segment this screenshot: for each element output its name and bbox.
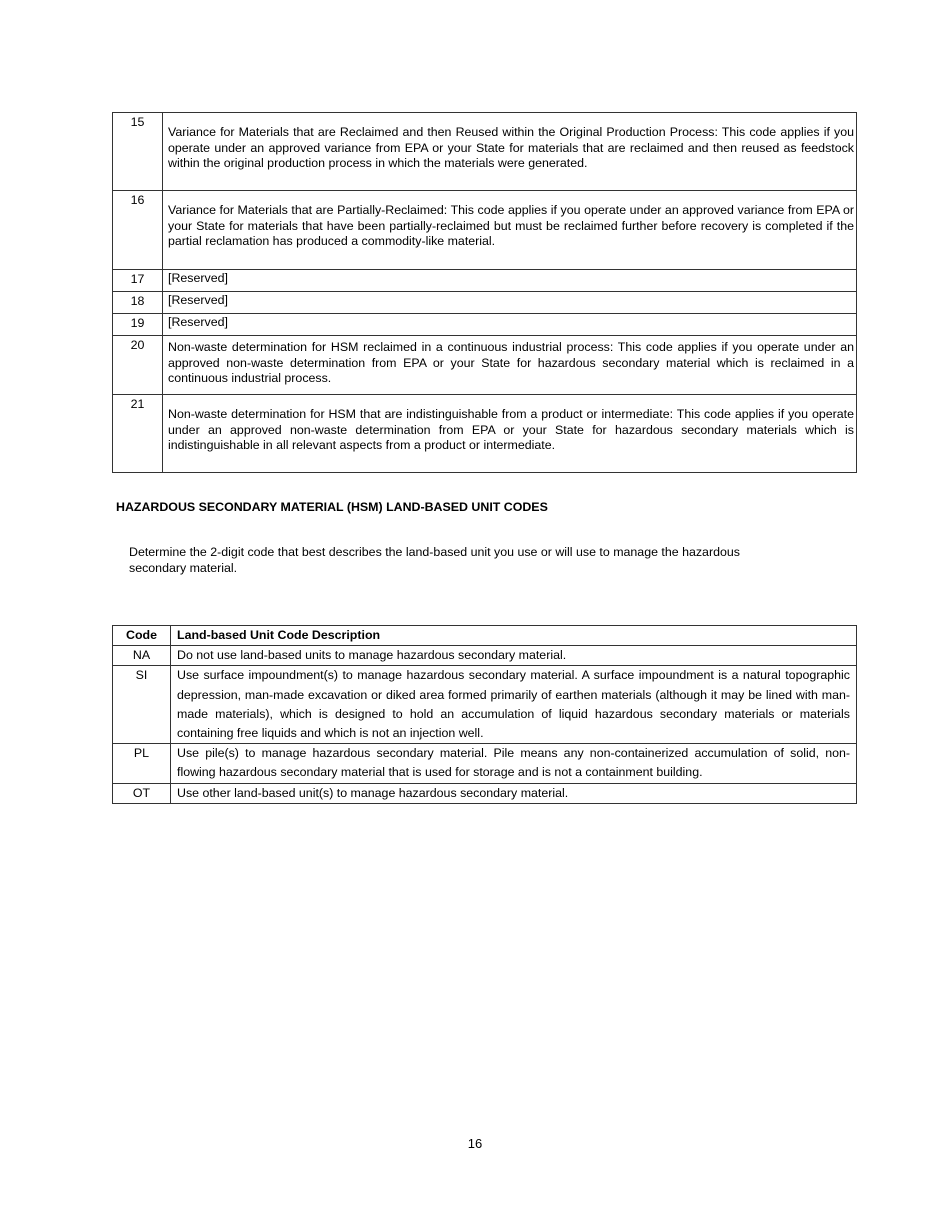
table-row: [113, 744, 857, 783]
table-row: [113, 666, 857, 744]
table-row: [113, 292, 857, 314]
description-cell: [163, 336, 857, 395]
description-text: Variance for Materials that are Partially-Reclaimed: This code applies if you operate under an approved variance from EPA or your State for materials that have been partially-reclaimed but must be reclaimed further before recovery is completed if the partial reclamation has produced a commodity-like material.: [168, 203, 854, 248]
description-cell: Use surface impoundment(s) to manage hazardous secondary material. A surface impoundment is a natural topographic depression, man-made excavation or diked area formed primarily of earthen materials (although it may be lined with man-made materials), which is designed to hold an accumulation of liquid hazardous secondary materials or materials containing free liquids and which is not an injection well.: [171, 666, 857, 744]
page-number: 16: [467, 1136, 483, 1151]
code-cell: PL: [113, 744, 171, 783]
description-cell: Use other land-based unit(s) to manage hazardous secondary material.: [171, 783, 857, 803]
land-based-unit-table: [112, 625, 857, 804]
description-cell: [Reserved]: [163, 270, 857, 292]
code-cell: NA: [113, 646, 171, 666]
code-cell: 15: [113, 113, 163, 191]
code-cell: 19: [113, 314, 163, 336]
description-cell: [163, 113, 857, 191]
code-cell: 21: [113, 395, 163, 473]
table-row: [113, 191, 857, 270]
table-row: [113, 395, 857, 473]
description-text: Non-waste determination for HSM reclaimed in a continuous industrial process: This code applies if you operate under an approved non-waste determination from EPA or your State for hazardous secondary material which is reclaimed in a continuous industrial process.: [168, 340, 854, 385]
table-row: [113, 314, 857, 336]
table-header-row: [113, 626, 857, 646]
description-cell: [Reserved]: [163, 314, 857, 336]
header-code: Code: [113, 626, 171, 646]
table-row: [113, 336, 857, 395]
code-cell: 18: [113, 292, 163, 314]
section-intro: Determine the 2-digit code that best describes the land-based unit you use or will use to manage the hazardous secondary material.: [129, 545, 740, 575]
description-cell: [163, 395, 857, 473]
description-text: Variance for Materials that are Reclaimed and then Reused within the Original Production Process: This code applies if you operate under an approved variance from EPA or your State for materials that are reclaimed and then reused as feedstock within the original production process in which the materials were generated.: [168, 125, 854, 170]
description-cell: Use pile(s) to manage hazardous secondary material. Pile means any non-containerized accumulation of solid, non-flowing hazardous secondary material that is used for storage and is not a containment building.: [171, 744, 857, 783]
header-description: Land-based Unit Code Description: [171, 626, 857, 646]
table-row: [113, 783, 857, 803]
code-cell: 17: [113, 270, 163, 292]
description-cell: Do not use land-based units to manage hazardous secondary material.: [171, 646, 857, 666]
codes-table: [112, 112, 857, 473]
code-cell: SI: [113, 666, 171, 744]
table-row: [113, 270, 857, 292]
code-cell: 20: [113, 336, 163, 395]
section-heading: HAZARDOUS SECONDARY MATERIAL (HSM) LAND-BASED UNIT CODES: [116, 500, 548, 514]
description-cell: [Reserved]: [163, 292, 857, 314]
description-cell: [163, 191, 857, 270]
code-cell: OT: [113, 783, 171, 803]
description-text: Non-waste determination for HSM that are indistinguishable from a product or intermediate: This code applies if you operate under an approved non-waste determination from EPA or your State for hazardous secondary materials which is indistinguishable in all relevant aspects from a product or intermediate.: [168, 407, 854, 452]
table-row: [113, 646, 857, 666]
table-row: [113, 113, 857, 191]
code-cell: 16: [113, 191, 163, 270]
